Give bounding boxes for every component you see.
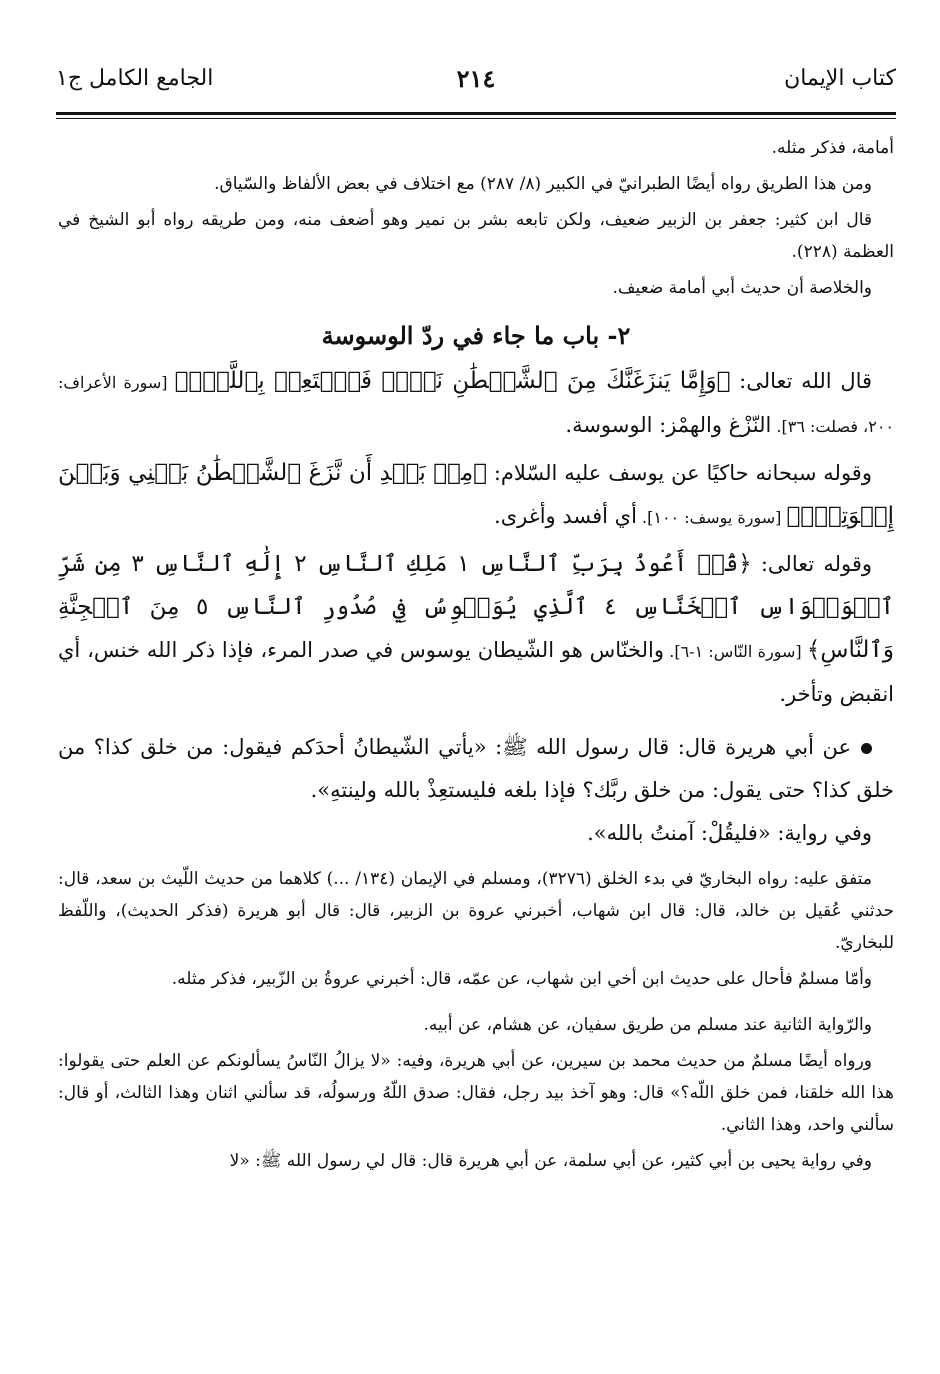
verse-3-intro: وقوله تعالى: [751,552,873,576]
verse-paragraph-3 [58,543,894,716]
verse-2-reference: [سورة يوسف: ١٠٠]. [636,508,787,527]
verse-paragraph-2 [58,452,894,539]
verse-2-tail: أي أفسد وأغرى. [494,504,637,528]
header-rule-thick [56,112,896,115]
paragraph-ibn-kathir: قال ابن كثير: جعفر بن الزبير ضعيف، ولكن تابعه بشر بن نمير وهو أضعف منه، ومن طريقه رواه أبو الشيخ في العظمة (٢٢٨). [58,210,894,262]
note-second-narration: والرّواية الثانية عند مسلم من طريق سفيان، عن هشام، عن أبيه. [423,1015,872,1035]
header-rule-thin [56,118,896,119]
verse-3-reference: [سورة النّاس: ١-٦]. [663,642,807,661]
verse-paragraph-1 [58,360,894,448]
bullet-icon [861,743,872,754]
paragraph-tabarani: ومن هذا الطريق رواه أيضًا الطبرانيّ في الكبير (٨/ ٢٨٧) مع اختلاف في بعض الألفاظ والسّياق. [214,174,872,194]
page-header [56,64,896,104]
verse-1-intro: قال الله تعالى: [730,369,873,393]
verse-1-reference: [سورة الأعراف: ٢٠٠، فصلت: ٣٦]. [58,373,894,436]
volume-title: الجامع الكامل ج١ [56,66,214,91]
hadith-main-text: عن أبي هريرة قال: قال رسول الله ﷺ: «يأتي الشّيطانُ أحدَكم فيقول: من خلق كذا؟ من خلق كذا؟ حتى يقول: من خلق ربَّك؟ فإذا بلغه فليستعِذْ بالله ولينتهِ». [58,735,894,802]
section-heading: ٢- باب ما جاء في ردّ الوسوسة [321,321,631,350]
page-body [58,132,894,1177]
verse-3-quran: ﴿قُلۡ أَعُوذُ بِرَبِّ ٱلنَّاسِ ١ مَلِكِ ٱلنَّاسِ ٢ إِلَٰهِ ٱلنَّاسِ ٣ مِن شَرِّ ٱلۡوَسۡوَاسِ ٱلۡخَنَّاسِ ٤ ٱلَّذِي يُوَسۡوِسُ فِي صُدُورِ ٱلنَّاسِ ٥ مِنَ ٱلۡجِنَّةِ وَٱلنَّاسِ﴾ [58,551,894,663]
note-ibn-sirin: ورواه أيضًا مسلمٌ من حديث محمد بن سيرين، عن أبي هريرة، وفيه: «لا يزالُ النّاسُ يسألونكم عن العلم حتى يقولوا: هذا الله خلقنا، فمن خلق اللّه؟» قال: وهو آخذ بيد رجل، فقال: صدق اللّهُ ورسولُه، قد سألني اثنان وهذا الثالث، أو قال: سألني واحد، وهذا الثاني. [58,1051,894,1135]
hadith-variant: وفي رواية: «فليقُلْ: آمنتُ بالله». [587,821,872,845]
verse-1-tail: النّزْغ والهمْز: الوسوسة. [565,413,772,437]
verse-2-quran: ﴿مِنۢ بَعۡدِ أَن نَّزَغَ ٱلشَّيۡطَٰنُ بَيۡنِي وَبَيۡنَ إِخۡوَتِيٓۚ﴾ [58,460,894,529]
book-title: كتاب الإيمان [784,66,896,91]
note-yahya: وفي رواية يحيى بن أبي كثير، عن أبي سلمة، عن أبي هريرة قال: قال لي رسول الله ﷺ: «لا [229,1151,872,1171]
note-takhrij: متفق عليه: رواه البخاريّ في بدء الخلق (٣٢٧٦)، ومسلم في الإيمان (١٣٤/ ...) كلاهما من حديث اللّيث بن سعد، قال: حدثني عُقيل بن خالد، قال: قال ابن شهاب، أخبرني عروة بن الزبير، قال: قال أبو هريرة (فذكر الحديث)، واللّفظ للبخاريّ. [58,869,894,953]
verse-1-quran: ﴿وَإِمَّا يَنزَغَنَّكَ مِنَ ٱلشَّيۡطَٰنِ نَزۡغٞ فَٱسۡتَعِذۡ بِٱللَّهِۚ﴾ [174,368,731,394]
paragraph-continuation: أمامة، فذكر مثله. [771,138,894,158]
note-muslim: وأمّا مسلمٌ فأحال على حديث ابن أخي ابن شهاب، عن عمّه، قال: أخبرني عروةُ بن الزّبير، فذكر مثله. [171,969,872,989]
page-number: ٢١٤ [456,64,496,93]
hadith-main [58,726,894,812]
paragraph-conclusion: والخلاصة أن حديث أبي أمامة ضعيف. [612,278,872,298]
verse-3-tail: والخنّاس هو الشّيطان يوسوس في صدر المرء، فإذا ذكر الله خنس، أي انقبض وتأخر. [58,638,894,706]
verse-2-intro: وقوله سبحانه حاكيًا عن يوسف عليه السّلام: [486,461,872,485]
